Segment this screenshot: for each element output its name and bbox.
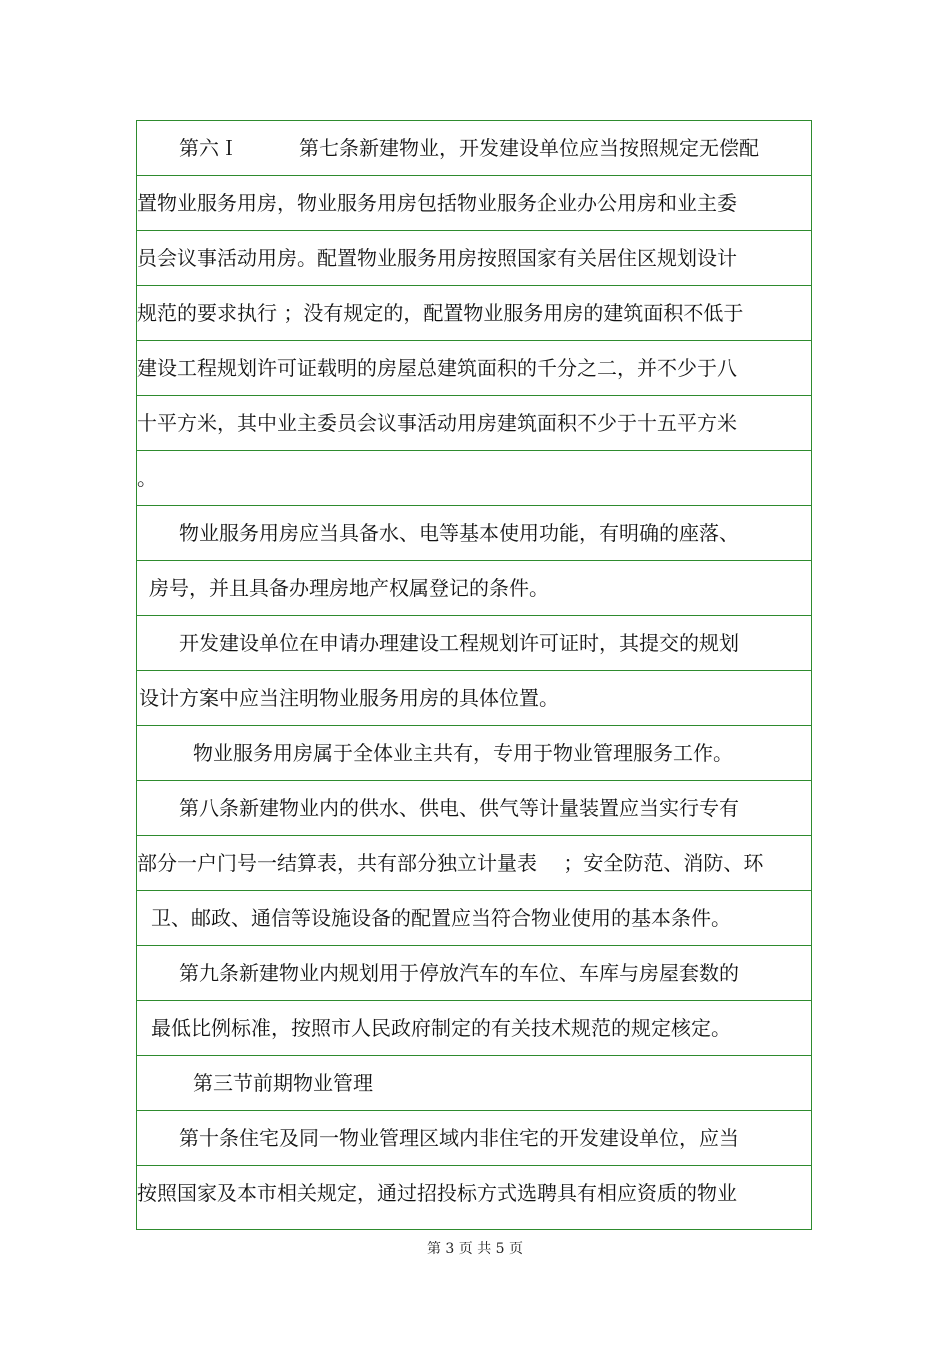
text-line (137, 341, 811, 396)
text-line (137, 726, 811, 781)
document-frame (136, 120, 812, 1230)
line-text: 建设工程规划许可证载明的房屋总建筑面积的千分之二，并不少于八 (137, 356, 737, 380)
text-line (137, 671, 811, 726)
text-line (137, 1111, 811, 1166)
line-text: 设计方案中应当注明物业服务用房的具体位置。 (139, 686, 559, 710)
line-text: 第六Ｉ 第七条新建物业，开发建设单位应当按照规定无偿配 (179, 136, 759, 160)
text-line (137, 506, 811, 561)
line-text: 按照国家及本市相关规定，通过招投标方式选聘具有相应资质的物业 (137, 1181, 737, 1205)
text-line (137, 1166, 811, 1221)
line-text: 置物业服务用房，物业服务用房包括物业服务企业办公用房和业主委 (137, 191, 737, 215)
text-line (137, 231, 811, 286)
text-line (137, 946, 811, 1001)
text-line (137, 891, 811, 946)
text-line (137, 781, 811, 836)
text-line (137, 1001, 811, 1056)
text-line (137, 451, 811, 506)
text-line (137, 836, 811, 891)
text-line (137, 561, 811, 616)
text-line (137, 396, 811, 451)
line-text: 物业服务用房属于全体业主共有，专用于物业管理服务工作。 (193, 741, 733, 765)
line-text: 卫、邮政、通信等设施设备的配置应当符合物业使用的基本条件。 (151, 906, 731, 930)
line-text: 最低比例标准，按照市人民政府制定的有关技术规范的规定核定。 (151, 1016, 731, 1040)
heading-text: 第三节前期物业管理 (193, 1071, 373, 1095)
line-text: 员会议事活动用房。配置物业服务用房按照国家有关居住区规划设计 (137, 246, 737, 270)
line-text: 规范的要求执行 ；没有规定的，配置物业服务用房的建筑面积不低于 (137, 301, 744, 325)
line-text: 部分一户门号一结算表，共有部分独立计量表 ；安全防范、消防、环 (137, 851, 764, 875)
line-text: 十平方米，其中业主委员会议事活动用房建筑面积不少于十五平方米 (137, 411, 737, 435)
text-line (137, 286, 811, 341)
line-text: 第十条住宅及同一物业管理区域内非住宅的开发建设单位，应当 (179, 1126, 739, 1150)
page-number: 第 3 页 共 5 页 (426, 1241, 524, 1257)
text-line (137, 176, 811, 231)
line-text: 房号，并且具备办理房地产权属登记的条件。 (149, 576, 549, 600)
text-line (137, 616, 811, 671)
text-line (137, 121, 811, 176)
section-heading (137, 1056, 811, 1111)
line-text: 第九条新建物业内规划用于停放汽车的车位、车库与房屋套数的 (179, 961, 739, 985)
line-text: 第八条新建物业内的供水、供电、供气等计量装置应当实行专有 (179, 796, 739, 820)
line-text: 。 (137, 466, 157, 490)
line-text: 物业服务用房应当具备水、电等基本使用功能，有明确的座落、 (179, 521, 739, 545)
line-text: 开发建设单位在申请办理建设工程规划许可证时，其提交的规划 (179, 631, 739, 655)
